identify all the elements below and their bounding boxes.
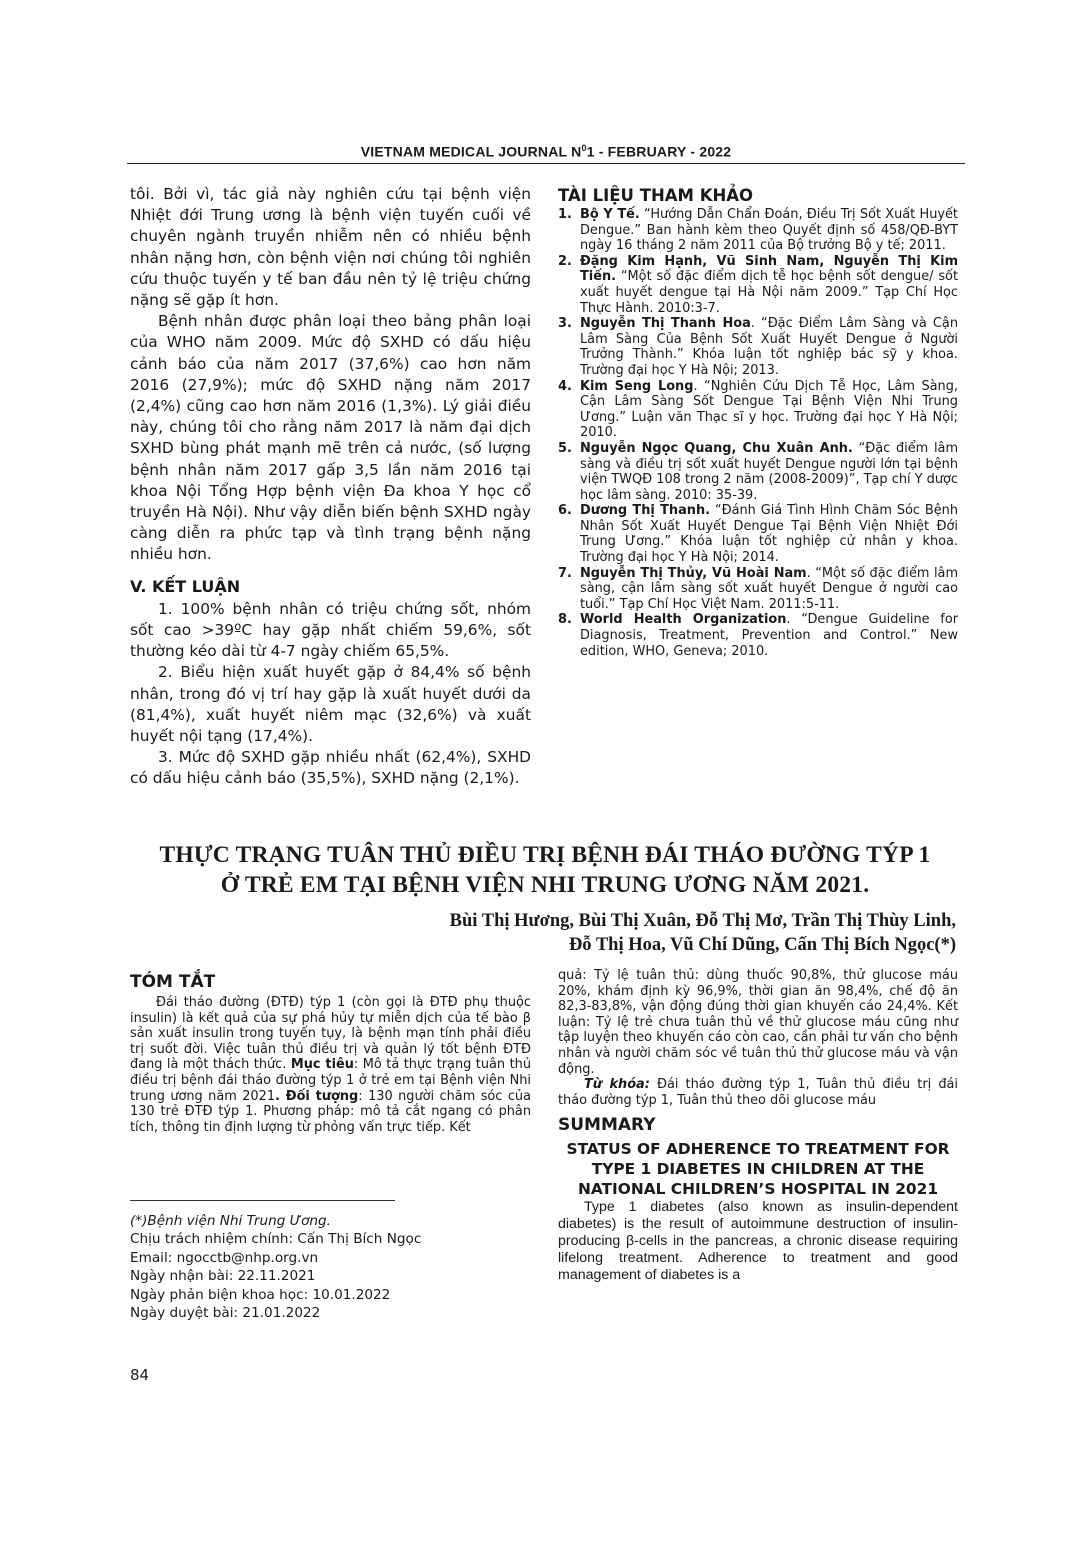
reference-text: . “Nghiên Cứu Dịch Tễ Học, Lâm Sàng, Cận Lâm Sàng Sốt Dengue Tại Bệnh Viện Nhi Trung Ương.” Luận văn Thạc sĩ y học. Trường đại học Y Hà Nội; 2010.: [580, 378, 958, 441]
reference-list: [558, 207, 958, 659]
conclusion-item-1: 1. 100% bệnh nhân có triệu chứng sốt, nhóm sốt cao >39ºC hay gặp nhất chiếm 59,6%, sốt thường kéo dài từ 4-7 ngày chiếm 65,5%.: [130, 599, 531, 661]
summary-title-line-1: STATUS OF ADHERENCE TO TREATMENT FOR: [566, 1140, 950, 1159]
footnote-reviewed: Ngày phản biện khoa học: 10.01.2022: [130, 1286, 391, 1303]
article-title-line-2: Ở TRẺ EM TẠI BỆNH VIỆN NHI TRUNG ƯƠNG NĂM 2021.: [220, 872, 870, 898]
keywords-text: Đái tháo đường týp 1, Tuân thủ điều trị đái tháo đường týp 1, Tuân thủ theo dõi glucose máu: [558, 1077, 958, 1108]
conclusion-heading: V. KẾT LUẬN: [130, 576, 241, 596]
journal-name: VIETNAM MEDICAL JOURNAL N: [360, 143, 582, 160]
abstract-heading: TÓM TẮT: [130, 972, 216, 992]
reference-number: 4.: [558, 378, 572, 394]
abstract-vietnamese: [130, 972, 531, 1135]
objective-label: Mục tiêu: [290, 1057, 354, 1073]
authors-line-1: Bùi Thị Hương, Bùi Thị Xuân, Đỗ Thị Mơ, Trần Thị Thùy Linh,: [449, 911, 956, 931]
reference-number: 6.: [558, 503, 572, 519]
article-authors: [300, 909, 956, 957]
reference-text: . “Đặc Điểm Lâm Sàng và Cận Lâm Sàng Của Bệnh Sốt Xuất Huyết Dengue ở Người Trưởng Thành.” Khóa luận tốt nghiệp bác sỹ y khoa. Trường đại học Y Hà Nội; 2013.: [580, 316, 958, 378]
reference-number: 2.: [558, 253, 572, 269]
subjects-text: : 130 người chăm sóc của 130 trẻ ĐTĐ týp 1. Phương pháp: mô tả cắt ngang có phân tích, thông tin định lượng từ phỏng vấn trực tiếp. Kết: [130, 1088, 531, 1135]
footnote: [130, 1212, 531, 1322]
subjects-label: . Đối tượng: [275, 1088, 359, 1104]
reference-author: Đặng Kim Hạnh, Vũ Sinh Nam, Nguyễn Thị Kim Tiến.: [580, 253, 958, 285]
footnote-responsible: Chịu trách nhiệm chính: Cấn Thị Bích Ngọc: [130, 1231, 422, 1248]
reference-author: Nguyễn Ngọc Quang, Chu Xuân Anh.: [580, 440, 853, 456]
reference-number: 3.: [558, 316, 572, 332]
summary-title-line-2: TYPE 1 DIABETES IN CHILDREN AT THE: [591, 1160, 925, 1179]
reference-author: Kim Seng Long: [580, 378, 694, 394]
references-section: [558, 186, 958, 659]
references-heading: TÀI LIỆU THAM KHẢO: [558, 186, 754, 205]
reference-text: . “Một số đặc điểm lâm sàng, cận lâm sàng sốt xuất huyết Dengue ở người cao tuổi.” Tạp Chí Học Việt Nam. 2011:5-11.: [580, 565, 959, 612]
reference-item: [558, 566, 958, 613]
abstract-continuation: [558, 968, 958, 1284]
summary-title: [558, 1139, 958, 1199]
abstract-results: quả: Tỷ lệ tuân thủ: dùng thuốc 90,8%, thử glucose máu 20%, khám định kỳ 96,9%, thời gian ăn 98,4%, chế độ ăn 82,3-83,8%, vận động đúng thời gian khuyến cáo 24,4%. Kết luận: Tỷ lệ trẻ chưa tuân thủ về thử glucose máu cũng như tập luyện theo khuyến cáo còn cao, cần phải tư vấn cho bệnh nhân và người chăm sóc về tuân thủ thử glucose máu và vận động.: [558, 968, 958, 1077]
footnote-affiliation: (*)Bệnh viện Nhi Trung Ương.: [130, 1213, 331, 1229]
summary-title-line-3: NATIONAL CHILDREN’S HOSPITAL IN 2021: [577, 1180, 939, 1199]
reference-item: [558, 316, 958, 378]
reference-text: . “Dengue Guideline for Diagnosis, Treatment, Prevention and Control.” New edition, WHO, Geneva; 2010.: [580, 612, 959, 659]
reference-text: “Đặc điểm lâm sàng và điều trị sốt xuất huyết Dengue người lớn tại bệnh viện TWQĐ 108 trong 2 năm (2008-2009)”, Tạp chí Y dược học lâm sàng. 2010: 35-39.: [580, 440, 958, 503]
reference-item: [558, 612, 958, 659]
reference-text: “Hướng Dẫn Chẩn Đoán, Điều Trị Sốt Xuất Huyết Dengue.” Ban hành kèm theo Quyết định số 458/QĐ-BYT ngày 16 tháng 2 năm 2011 của Bộ trưởng Bộ y tế; 2011.: [580, 207, 958, 254]
reference-author: Nguyễn Thị Thanh Hoa: [580, 316, 751, 332]
keywords-paragraph: [558, 1077, 958, 1108]
reference-number: 1.: [558, 207, 572, 222]
reference-author: World Health Organization: [580, 612, 787, 628]
reference-item: [558, 503, 958, 565]
conclusion-item-2: 2. Biểu hiện xuất huyết gặp ở 84,4% số bệnh nhân, trong đó vị trí hay gặp là xuất huyết dưới da (81,4%), xuất huyết niêm mạc (32,6%) và xuất huyết nội tạng (17,4%).: [130, 663, 531, 746]
footnote-received: Ngày nhận bài: 22.11.2021: [130, 1268, 316, 1285]
reference-item: [558, 441, 958, 503]
reference-number: 5.: [558, 440, 572, 456]
issue-date: 1 - FEBRUARY - 2022: [586, 143, 732, 160]
reference-item: [558, 207, 958, 254]
discussion-continuation: [130, 184, 531, 790]
discussion-paragraph-2: Bệnh nhân được phân loại theo bảng phân loại của WHO năm 2009. Mức độ SXHD có dấu hiệu cảnh báo của năm 2017 (37,6%) cao hơn năm 2016 (27,9%); mức độ SXHD nặng năm 2017 (2,4%) cũng cao hơn năm 2016 (1,3%). Lý giải điều này, chúng tôi cho rằng năm 2017 là năm đại dịch SXHD bùng phát mạnh mẽ trên cả nước, (số lượng bệnh nhân năm 2017 gấp 3,5 lần năm 2016 tại khoa Nội Tổng Hợp bệnh viện Đa khoa Y học cổ truyền Hà Nội). Như vậy diễn biến bệnh SXHD ngày càng diễn ra phức tạp và tình trạng bệnh nặng nhiều hơn.: [130, 312, 531, 564]
reference-number: 8.: [558, 612, 572, 628]
reference-text: “Đánh Giá Tình Hình Chăm Sóc Bệnh Nhân Sốt Xuất Huyết Dengue Tại Bệnh Viện Nhiệt Đới Trung Ương.” Khóa luận tốt nghiệp cử nhân y khoa. Trường đại học Y Hà Nội; 2014.: [580, 503, 959, 566]
reference-author: Nguyễn Thị Thủy, Vũ Hoài Nam: [580, 565, 807, 581]
authors-line-2: Đỗ Thị Hoa, Vũ Chí Dũng, Cấn Thị Bích Ngọc(*): [568, 935, 956, 955]
summary-paragraph: Type 1 diabetes (also known as insulin-dependent diabetes) is the result of autoimmune destruction of insulin-producing β-cells in the pancreas, a chronic disease requiring lifelong treatment. Adherence to treatment and good management of diabetes is a: [558, 1199, 958, 1284]
reference-text: “Một số đặc điểm dịch tễ học bệnh sốt dengue/ sốt xuất huyết dengue tại Hà Nội năm 2009.” Tạp Chí Học Thực Hành. 2010:3-7.: [580, 269, 958, 316]
footnote-rule: [130, 1200, 395, 1201]
reference-author: Bộ Y Tế.: [580, 207, 640, 222]
abstract-intro: Đái tháo đường (ĐTĐ) týp 1 (còn gọi là ĐTĐ phụ thuộc insulin) là kết quả của sự phá hủy tự miễn dịch của tế bào β sản xuất insulin trong tuyến tụy, là bệnh mạn tính phải điều trị suốt đời. Việc tuân thủ điều trị và quản lý tốt bệnh ĐTĐ đang là một thách thức.: [130, 995, 531, 1073]
objective-text: : Mô tả thực trạng tuân thủ điều trị bệnh đái tháo đường týp 1 ở trẻ em tại Bệnh viện Nhi trung ương năm 2021: [130, 1057, 531, 1104]
reference-author: Dương Thị Thanh.: [580, 503, 711, 519]
article-title-line-1: THỰC TRẠNG TUÂN THỦ ĐIỀU TRỊ BỆNH ĐÁI THÁO ĐƯỜNG TÝP 1: [159, 842, 931, 868]
keywords-label: Từ khóa:: [584, 1077, 650, 1093]
page-number: 84: [130, 1366, 150, 1384]
header-rule: [127, 163, 965, 164]
abstract-paragraph: [130, 995, 531, 1135]
summary-heading: SUMMARY: [558, 1115, 656, 1136]
article-title: [140, 840, 950, 900]
running-header: [130, 143, 962, 160]
conclusion-item-3: 3. Mức độ SXHD gặp nhiều nhất (62,4%), SXHD có dấu hiệu cảnh báo (35,5%), SXHD nặng (2,1%).: [130, 748, 531, 788]
issue-superscript: 0: [581, 143, 587, 153]
discussion-paragraph-1: tôi. Bởi vì, tác giả này nghiên cứu tại bệnh viện Nhiệt đới Trung ương là bệnh viện tuyến cuối về chuyên ngành truyền nhiễm nên có nhiều bệnh nhân nặng hơn, còn bệnh viện nơi chúng tôi nghiên cứu thuộc tuyến y tế ban đầu nên tỷ lệ triệu chứng nặng sẽ gặp ít hơn.: [130, 185, 531, 310]
reference-number: 7.: [558, 565, 572, 581]
reference-item: [558, 254, 958, 316]
reference-item: [558, 379, 958, 441]
footnote-approved: Ngày duyệt bài: 21.01.2022: [130, 1305, 321, 1322]
footnote-email: Email: ngocctb@nhp.org.vn: [130, 1249, 319, 1266]
